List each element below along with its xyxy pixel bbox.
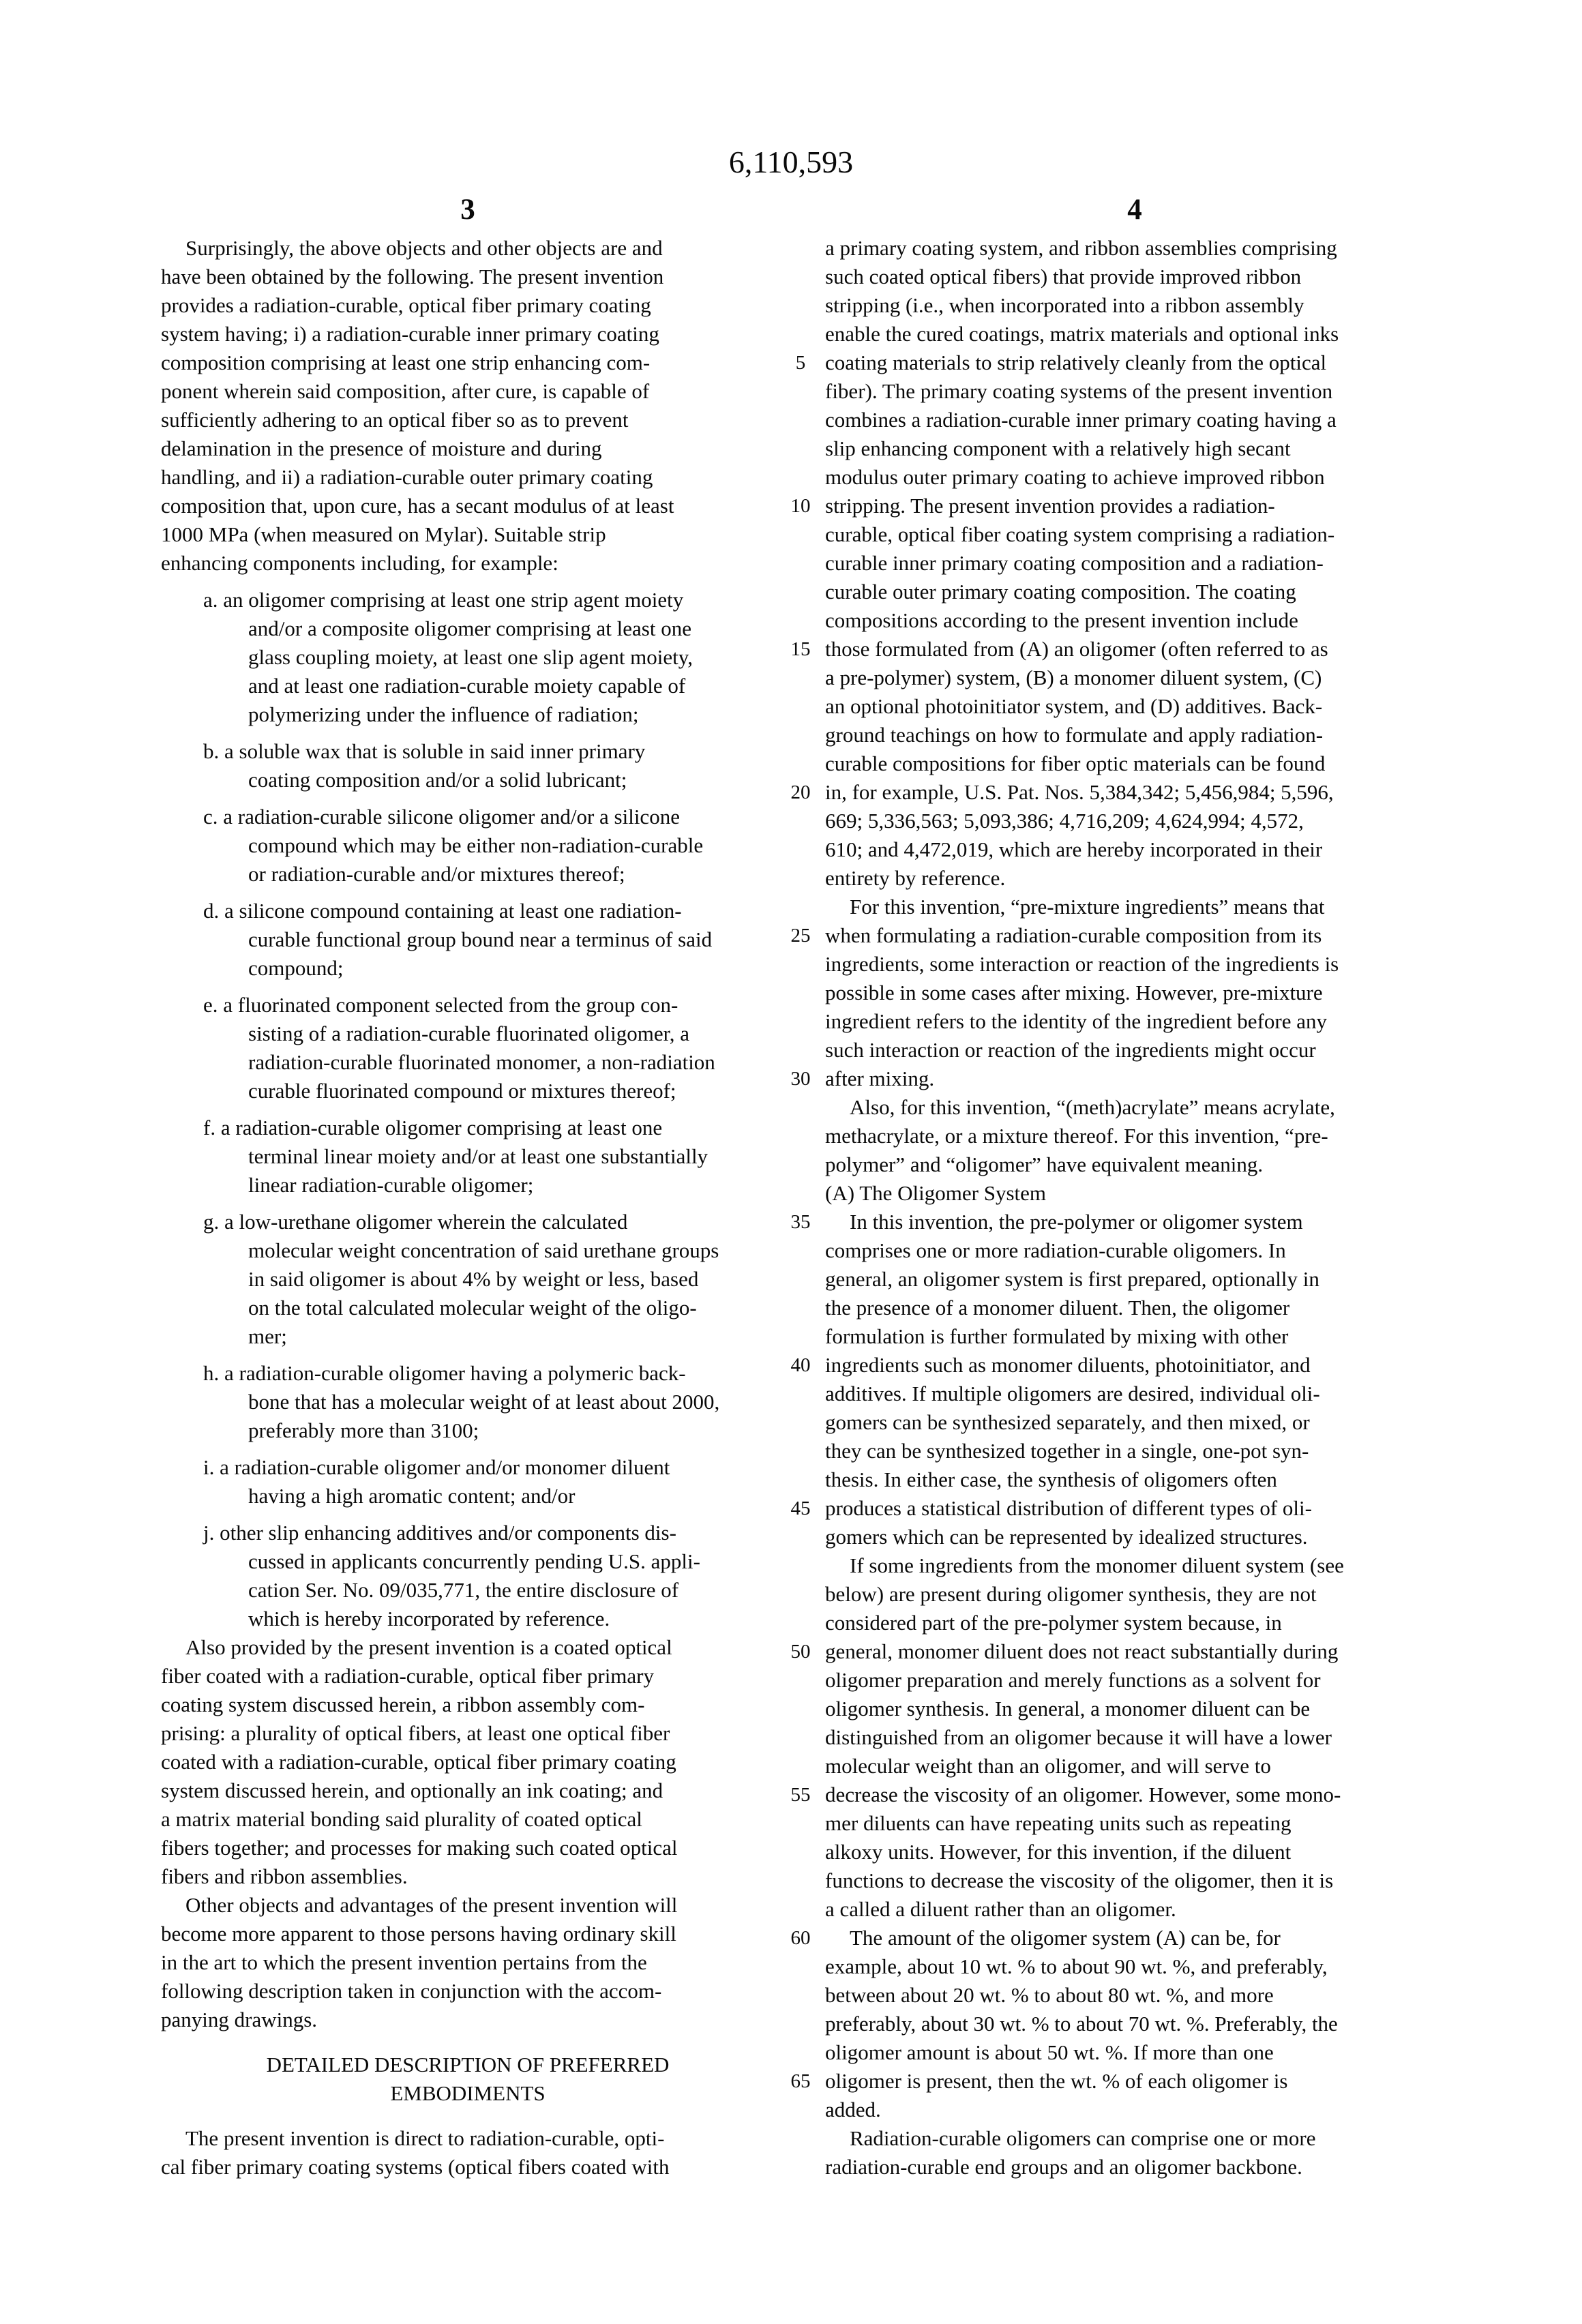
text-line: sisting of a radiation-curable fluorinated oligomer, a [248, 1022, 689, 1045]
section-heading [161, 2051, 775, 2108]
text-line: For this invention, “pre-mixture ingredients” means that [850, 895, 1325, 919]
text-line: composition that, upon cure, has a secant modulus of at least [161, 494, 674, 518]
text-line: curable fluorinated compound or mixtures thereof; [248, 1079, 676, 1103]
text-line: h. a radiation-curable oligomer having a polymeric back- [203, 1361, 686, 1385]
list-item-a [161, 586, 775, 729]
text-line: system having; i) a radiation-curable inner primary coating [161, 322, 659, 346]
text-line: have been obtained by the following. The present invention [161, 265, 664, 288]
text-line: slip enhancing component with a relatively high secant [825, 436, 1291, 460]
text-line: a matrix material bonding said plurality of coated optical [161, 1807, 642, 1831]
text-line: example, about 10 wt. % to about 90 wt. %, and preferably, [825, 1954, 1328, 1978]
text-line: molecular weight than an oligomer, and will serve to [825, 1754, 1271, 1778]
text-line: such coated optical fibers) that provide improved ribbon [825, 265, 1302, 288]
patent-number: 6,110,593 [728, 145, 854, 179]
text-line: The present invention is direct to radiation-curable, opti- [185, 2126, 665, 2150]
text-line: compound; [248, 956, 344, 980]
text-line: which is hereby incorporated by reference. [248, 1607, 610, 1630]
text-line: curable, optical fiber coating system comprising a radiation- [825, 522, 1335, 546]
text-line: below) are present during oligomer synthesis, they are not [825, 1582, 1317, 1606]
text-line: linear radiation-curable oligomer; [248, 1173, 534, 1197]
text-line: compositions according to the present invention include [825, 608, 1298, 632]
paragraph [825, 234, 1444, 893]
text-line: j. other slip enhancing additives and/or components dis- [203, 1521, 676, 1545]
text-line: such interaction or reaction of the ingredients might occur [825, 1038, 1316, 1062]
line-number: 35 [790, 1211, 811, 1233]
line-number: 20 [790, 781, 811, 803]
text-line: c. a radiation-curable silicone oligomer and/or a silicone [203, 805, 680, 829]
text-line: become more apparent to those persons having ordinary skill [161, 1922, 676, 1946]
list-item-e [161, 991, 775, 1105]
text-line: oligomer preparation and merely functions as a solvent for [825, 1668, 1321, 1692]
text-line: enable the cured coatings, matrix materials and optional inks [825, 322, 1339, 346]
column-number-left: 3 [460, 194, 475, 226]
text-line: and at least one radiation-curable moiety capable of [248, 674, 686, 698]
paragraph [825, 893, 1444, 1093]
line-number: 45 [790, 1498, 811, 1519]
text-line: b. a soluble wax that is soluble in said inner primary [203, 739, 646, 763]
text-line: having a high aromatic content; and/or [248, 1484, 576, 1508]
text-line: fiber). The primary coating systems of the present invention [825, 379, 1333, 403]
line-number: 25 [790, 925, 811, 947]
text-line: added. [825, 2098, 881, 2121]
left-text-column [161, 234, 775, 2181]
text-line: 1000 MPa (when measured on Mylar). Suitable strip [161, 522, 606, 546]
text-line: curable compositions for fiber optic materials can be found [825, 751, 1326, 775]
text-line: radiation-curable fluorinated monomer, a non-radiation [248, 1050, 715, 1074]
text-line: possible in some cases after mixing. However, pre-mixture [825, 981, 1323, 1004]
text-line: and/or a composite oligomer comprising at least one [248, 616, 691, 640]
text-line: general, an oligomer system is first prepared, optionally in [825, 1267, 1319, 1291]
text-line: gomers can be synthesized separately, and then mixed, or [825, 1410, 1310, 1434]
text-line: i. a radiation-curable oligomer and/or monomer diluent [203, 1455, 670, 1479]
text-line: handling, and ii) a radiation-curable outer primary coating [161, 465, 653, 489]
text-line: a. an oligomer comprising at least one strip agent moiety [203, 588, 684, 612]
text-line: curable inner primary coating composition and a radiation- [825, 551, 1324, 575]
text-line: oligomer is present, then the wt. % of each oligomer is [825, 2069, 1288, 2093]
text-line: cal fiber primary coating systems (optical fibers coated with [161, 2155, 670, 2179]
text-line: molecular weight concentration of said urethane groups [248, 1238, 719, 1262]
text-line: 610; and 4,472,019, which are hereby incorporated in their [825, 837, 1323, 861]
list-item-j [161, 1519, 775, 1633]
right-text-column [825, 234, 1444, 2181]
list-item-f [161, 1114, 775, 1200]
list-item-h [161, 1359, 775, 1445]
paragraph [825, 2124, 1444, 2181]
text-line: stripping. The present invention provides a radiation- [825, 494, 1275, 518]
text-line: e. a fluorinated component selected from the group con- [203, 993, 678, 1017]
text-line: The amount of the oligomer system (A) can be, for [850, 1926, 1281, 1950]
text-line: when formulating a radiation-curable composition from its [825, 923, 1322, 947]
text-line: comprises one or more radiation-curable oligomers. In [825, 1238, 1286, 1262]
text-line: DETAILED DESCRIPTION OF PREFERRED [266, 2053, 670, 2076]
text-line: in the art to which the present invention pertains from the [161, 1950, 647, 1974]
text-line: coating system discussed herein, a ribbon assembly com- [161, 1693, 645, 1716]
text-line: oligomer amount is about 50 wt. %. If more than one [825, 2040, 1274, 2064]
text-line: system discussed herein, and optionally an ink coating; and [161, 1778, 663, 1802]
text-line: polymerizing under the influence of radiation; [248, 702, 639, 726]
line-number: 5 [795, 352, 806, 374]
text-line: after mixing. [825, 1067, 935, 1090]
paragraph [161, 1891, 775, 2034]
list-item-c [161, 803, 775, 889]
text-line: enhancing components including, for example: [161, 551, 558, 575]
text-line: modulus outer primary coating to achieve improved ribbon [825, 465, 1325, 489]
text-line: EMBODIMENTS [390, 2081, 546, 2105]
text-line: glass coupling moiety, at least one slip agent moiety, [248, 645, 693, 669]
line-number: 65 [790, 2070, 811, 2092]
paragraph [161, 1633, 775, 1891]
text-line: If some ingredients from the monomer diluent system (see [850, 1553, 1344, 1577]
text-line: entirety by reference. [825, 866, 1006, 890]
text-line: coated with a radiation-curable, optical fiber primary coating [161, 1750, 676, 1774]
list-item-b [161, 737, 775, 794]
text-line: alkoxy units. However, for this invention, if the diluent [825, 1840, 1292, 1864]
text-line: fiber coated with a radiation-curable, optical fiber primary [161, 1664, 655, 1688]
text-line: radiation-curable end groups and an oligomer backbone. [825, 2155, 1302, 2179]
text-line: bone that has a molecular weight of at least about 2000, [248, 1390, 720, 1414]
text-line: sufficiently adhering to an optical fiber so as to prevent [161, 408, 629, 432]
text-line: thesis. In either case, the synthesis of oligomers often [825, 1468, 1277, 1491]
line-number: 55 [790, 1784, 811, 1806]
text-line: fibers and ribbon assemblies. [161, 1864, 408, 1888]
text-line: Other objects and advantages of the present invention will [185, 1893, 678, 1917]
text-line: produces a statistical distribution of different types of oli- [825, 1496, 1312, 1520]
text-line: provides a radiation-curable, optical fiber primary coating [161, 293, 651, 317]
text-line: mer diluents can have repeating units such as repeating [825, 1811, 1292, 1835]
text-line: g. a low-urethane oligomer wherein the calculated [203, 1210, 628, 1234]
text-line: in said oligomer is about 4% by weight or less, based [248, 1267, 699, 1291]
text-line: they can be synthesized together in a single, one-pot syn- [825, 1439, 1309, 1463]
text-line: combines a radiation-curable inner primary coating having a [825, 408, 1337, 432]
text-line: cussed in applicants concurrently pending U.S. appli- [248, 1549, 700, 1573]
text-line: ponent wherein said composition, after cure, is capable of [161, 379, 650, 403]
line-number: 15 [790, 638, 811, 660]
text-line: an optional photoinitiator system, and (D) additives. Back- [825, 694, 1323, 718]
text-line: ingredient refers to the identity of the ingredient before any [825, 1009, 1327, 1033]
line-number: 50 [790, 1641, 811, 1663]
text-line: a pre-polymer) system, (B) a monomer diluent system, (C) [825, 666, 1322, 689]
column-number-right: 4 [1127, 194, 1142, 226]
text-line: d. a silicone compound containing at least one radiation- [203, 899, 682, 923]
text-line: Surprisingly, the above objects and other objects are and [185, 236, 663, 260]
text-line: ingredients such as monomer diluents, photoinitiator, and [825, 1353, 1311, 1377]
text-line: curable functional group bound near a terminus of said [248, 927, 713, 951]
text-line: general, monomer diluent does not react substantially during [825, 1639, 1339, 1663]
list-item-d [161, 897, 775, 983]
text-line: Also, for this invention, “(meth)acrylate” means acrylate, [850, 1095, 1335, 1119]
text-line: preferably more than 3100; [248, 1418, 479, 1442]
text-line: following description taken in conjunction with the accom- [161, 1979, 662, 2003]
text-line: coating materials to strip relatively cleanly from the optical [825, 351, 1327, 374]
text-line: composition comprising at least one strip enhancing com- [161, 351, 651, 374]
text-line: a primary coating system, and ribbon assemblies comprising [825, 236, 1337, 260]
text-line: fibers together; and processes for making such coated optical [161, 1836, 678, 1860]
text-line: ground teachings on how to formulate and apply radiation- [825, 723, 1324, 747]
text-line: functions to decrease the viscosity of the oligomer, then it is [825, 1868, 1334, 1892]
list-item-i [161, 1453, 775, 1510]
text-line: the presence of a monomer diluent. Then, the oligomer [825, 1296, 1290, 1320]
paragraph [825, 1551, 1444, 1924]
paragraph [825, 1208, 1444, 1551]
text-line: preferably, about 30 wt. % to about 70 wt. %. Preferably, the [825, 2012, 1338, 2036]
text-line: mer; [248, 1324, 287, 1348]
paragraph [825, 1924, 1444, 2124]
line-number: 40 [790, 1354, 811, 1376]
text-line: stripping (i.e., when incorporated into a ribbon assembly [825, 293, 1304, 317]
text-line: or radiation-curable and/or mixtures thereof; [248, 862, 625, 886]
text-line: additives. If multiple oligomers are desired, individual oli- [825, 1382, 1320, 1405]
text-line: In this invention, the pre-polymer or oligomer system [850, 1210, 1303, 1234]
text-line: ingredients, some interaction or reaction of the ingredients is [825, 952, 1339, 976]
text-line: compound which may be either non-radiation-curable [248, 833, 704, 857]
text-line: methacrylate, or a mixture thereof. For this invention, “pre- [825, 1124, 1328, 1148]
text-line: polymer” and “oligomer” have equivalent meaning. [825, 1152, 1264, 1176]
text-line: in, for example, U.S. Pat. Nos. 5,384,342; 5,456,984; 5,596, [825, 780, 1334, 804]
text-line: gomers which can be represented by idealized structures. [825, 1525, 1308, 1549]
text-line: decrease the viscosity of an oligomer. However, some mono- [825, 1783, 1341, 1806]
text-line: between about 20 wt. % to about 80 wt. %, and more [825, 1983, 1274, 2007]
text-line: cation Ser. No. 09/035,771, the entire disclosure of [248, 1578, 679, 1602]
text-line: terminal linear moiety and/or at least one substantially [248, 1144, 708, 1168]
text-line: Also provided by the present invention is a coated optical [185, 1635, 672, 1659]
text-line: delamination in the presence of moisture and during [161, 436, 602, 460]
line-number: 60 [790, 1927, 811, 1949]
subsection-heading [825, 1179, 1444, 1208]
paragraph [161, 2124, 775, 2181]
text-line: oligomer synthesis. In general, a monomer diluent can be [825, 1697, 1311, 1720]
text-line: curable outer primary coating composition. The coating [825, 580, 1296, 604]
text-line: considered part of the pre-polymer system because, in [825, 1611, 1282, 1635]
text-line: f. a radiation-curable oligomer comprising at least one [203, 1116, 663, 1139]
text-line: formulation is further formulated by mixing with other [825, 1324, 1289, 1348]
text-line: 669; 5,336,563; 5,093,386; 4,716,209; 4,624,994; 4,572, [825, 809, 1304, 833]
paragraph [161, 234, 775, 578]
line-number: 30 [790, 1068, 811, 1090]
text-line: coating composition and/or a solid lubricant; [248, 768, 627, 792]
text-line: a called a diluent rather than an oligomer. [825, 1897, 1176, 1921]
list-item-g [161, 1208, 775, 1351]
text-line: prising: a plurality of optical fibers, at least one optical fiber [161, 1721, 670, 1745]
text-line: Radiation-curable oligomers can comprise one or more [850, 2126, 1316, 2150]
text-line: panying drawings. [161, 2008, 318, 2031]
text-line: on the total calculated molecular weight of the oligo- [248, 1296, 697, 1320]
text-line: those formulated from (A) an oligomer (often referred to as [825, 637, 1328, 661]
line-number: 10 [790, 495, 811, 517]
text-line: (A) The Oligomer System [825, 1181, 1047, 1205]
text-line: distinguished from an oligomer because it will have a lower [825, 1725, 1332, 1749]
paragraph [825, 1093, 1444, 1179]
